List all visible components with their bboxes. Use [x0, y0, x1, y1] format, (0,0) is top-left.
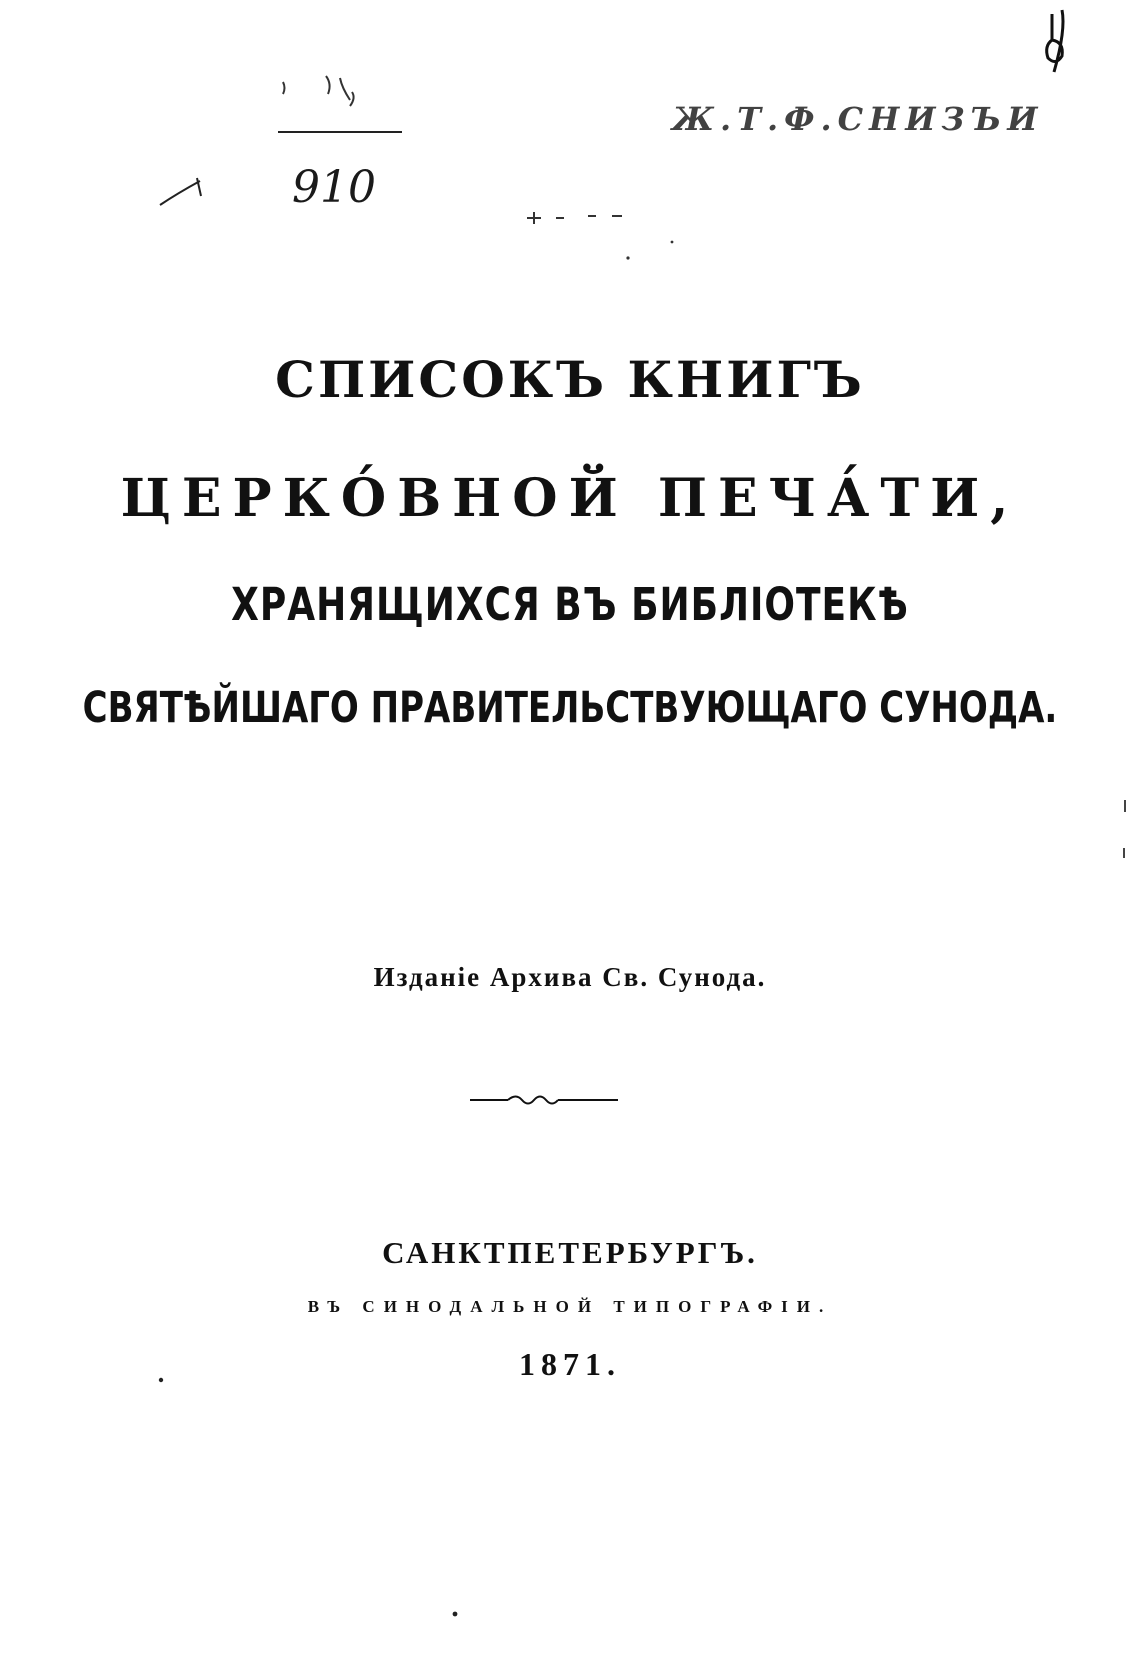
pencil-mark [283, 82, 285, 94]
ornament-divider [470, 1097, 618, 1104]
speck [453, 1612, 458, 1617]
title-line-4: СВЯТѢЙШАГО ПРАВИТЕЛЬСТВУЮЩАГО СУНОДА. [82, 683, 1058, 733]
pencil-mark [326, 76, 354, 106]
title-line-1: СПИСОКЪ КНИГЪ [275, 350, 865, 409]
imprint-year: 1871. [519, 1346, 621, 1382]
dot-mark [671, 241, 674, 244]
dot-mark [626, 256, 629, 259]
stray-marks [527, 212, 622, 224]
title-line-3: ХРАНЯЩИХСЯ ВЪ БИБЛІОТЕКѢ [231, 579, 909, 632]
library-stamp: Ж.Т.Ф.СНИЗЪИ [672, 100, 1044, 138]
edition-line: Изданіе Архива Св. Сунода. [373, 962, 767, 992]
imprint-printer: ВЪ СИНОДАЛЬНОЙ ТИПОГРАФІИ. [307, 1297, 833, 1316]
imprint-city: САНКТПЕТЕРБУРГЪ. [382, 1235, 758, 1270]
handwritten-shelfmark: 910 [292, 162, 376, 213]
pencil-mark [160, 178, 201, 205]
handwritten-symbol [1047, 10, 1063, 72]
title-line-2: ЦЕРКО́ВНОЙ ПЕЧА́ТИ, [120, 468, 1020, 529]
